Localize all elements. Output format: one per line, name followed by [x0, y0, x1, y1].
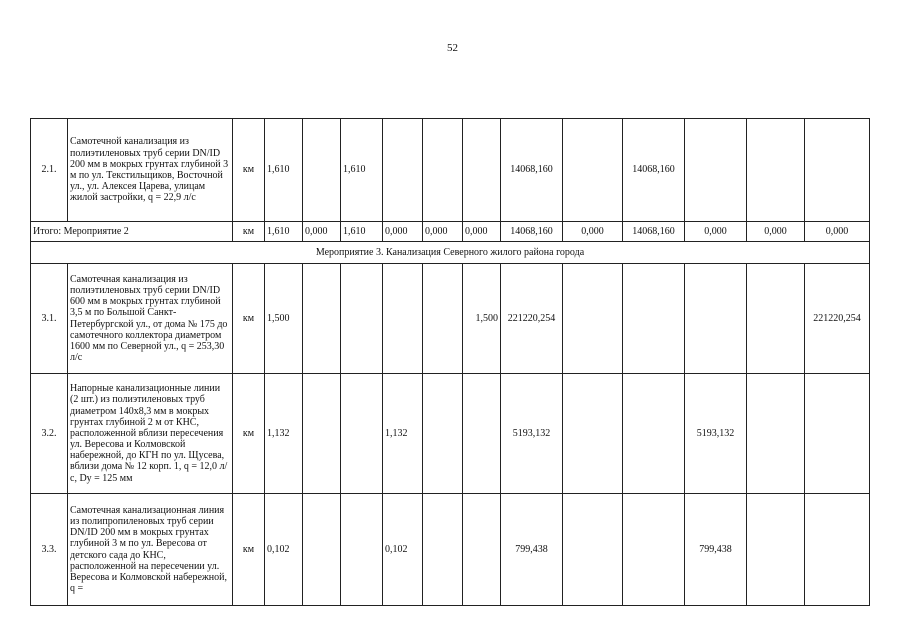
cell-value: 5193,132	[685, 374, 747, 494]
cell-value: 0,000	[563, 222, 623, 242]
cell-value	[303, 494, 341, 606]
row-description: Напорные канализационные линии (2 шт.) из полиэтиленовых труб диаметром 140х8,3 мм в мокрых грунтах глубиной 2 м от КНС, расположенной вблизи пересечения ул. Вересова и Колмовской набережной, до КГН по ул. Щусева, вблизи дома № 12 корп. 1, q = 12,0 л/с, Dy = 125 мм	[68, 374, 233, 494]
cell-value	[303, 264, 341, 374]
cell-value: 221220,254	[805, 264, 870, 374]
cell-value: 1,610	[341, 119, 383, 222]
cell-value	[563, 264, 623, 374]
cell-value: 0,000	[463, 222, 501, 242]
cell-value: 1,610	[265, 222, 303, 242]
budget-table	[30, 118, 870, 606]
cell-value	[423, 264, 463, 374]
table-row	[31, 119, 870, 222]
cell-value	[423, 374, 463, 494]
row-code: 3.2.	[31, 374, 68, 494]
row-description: Самотечная канализационная линия из полипропиленовых труб серии DN/ID 200 мм в мокрых грунтах глубиной 3 м по ул. Вересова от детского сада до КНС, расположенной на пересечении ул. Вересова и Колмовской набережной, q =	[68, 494, 233, 606]
page-number: 52	[447, 42, 458, 54]
row-code: 2.1.	[31, 119, 68, 222]
row-unit: км	[233, 264, 265, 374]
cell-value	[805, 494, 870, 606]
cell-value: 799,438	[685, 494, 747, 606]
section-title: Мероприятие 3. Канализация Северного жилого района города	[31, 242, 870, 264]
cell-value	[563, 374, 623, 494]
cell-value	[747, 494, 805, 606]
cell-value	[341, 264, 383, 374]
cell-value: 0,000	[423, 222, 463, 242]
row-unit: км	[233, 494, 265, 606]
cell-value	[303, 119, 341, 222]
cell-value: 1,610	[341, 222, 383, 242]
cell-value	[805, 374, 870, 494]
cell-value: 0,000	[805, 222, 870, 242]
cell-value	[303, 374, 341, 494]
cell-value	[341, 374, 383, 494]
row-description: Самотечная канализация из полиэтиленовых труб серии DN/ID 600 мм в мокрых грунтах глубиной 3,5 м по Большой Санкт-Петербургской ул., от дома № 175 до самотечного коллектора диаметром 1600 мм по Северной ул., q = 253,30 л/с	[68, 264, 233, 374]
cell-value	[423, 119, 463, 222]
cell-value	[463, 119, 501, 222]
cell-value	[623, 264, 685, 374]
cell-value: 1,500	[265, 264, 303, 374]
cell-value	[747, 264, 805, 374]
cell-value: 0,000	[303, 222, 341, 242]
row-description: Самотечной канализация из полиэтиленовых труб серии DN/ID 200 мм в мокрых грунтах глубиной 3 м по ул. Текстильщиков, Восточной ул., ул. Алексея Царева, улицам жилой застройки, q = 22,9 л/с	[68, 119, 233, 222]
row-code: 3.1.	[31, 264, 68, 374]
cell-value: 0,000	[747, 222, 805, 242]
cell-value	[805, 119, 870, 222]
cell-value: 5193,132	[501, 374, 563, 494]
cell-value: 14068,160	[623, 222, 685, 242]
cell-value: 14068,160	[623, 119, 685, 222]
cell-value: 0,000	[685, 222, 747, 242]
cell-value	[383, 119, 423, 222]
cell-value: 221220,254	[501, 264, 563, 374]
row-code: 3.3.	[31, 494, 68, 606]
cell-value: 799,438	[501, 494, 563, 606]
cell-value: 1,610	[265, 119, 303, 222]
cell-value	[685, 264, 747, 374]
cell-value	[423, 494, 463, 606]
cell-value: 14068,160	[501, 119, 563, 222]
cell-value: 14068,160	[501, 222, 563, 242]
cell-value	[383, 264, 423, 374]
total-label: Итого: Мероприятие 2	[31, 222, 233, 242]
cell-value: 0,102	[265, 494, 303, 606]
cell-value	[747, 119, 805, 222]
cell-value: 1,500	[463, 264, 501, 374]
cell-value	[341, 494, 383, 606]
cell-value	[563, 494, 623, 606]
row-unit: км	[233, 119, 265, 222]
cell-value	[563, 119, 623, 222]
cell-value: 1,132	[383, 374, 423, 494]
table-row	[31, 374, 870, 494]
cell-value	[463, 494, 501, 606]
cell-value	[463, 374, 501, 494]
table-row	[31, 264, 870, 374]
section-header-row	[31, 242, 870, 264]
table-total-row	[31, 222, 870, 242]
cell-value: 1,132	[265, 374, 303, 494]
cell-value	[685, 119, 747, 222]
table-row	[31, 494, 870, 606]
cell-value	[623, 494, 685, 606]
row-unit: км	[233, 222, 265, 242]
cell-value: 0,000	[383, 222, 423, 242]
row-unit: км	[233, 374, 265, 494]
cell-value	[747, 374, 805, 494]
cell-value: 0,102	[383, 494, 423, 606]
cell-value	[623, 374, 685, 494]
